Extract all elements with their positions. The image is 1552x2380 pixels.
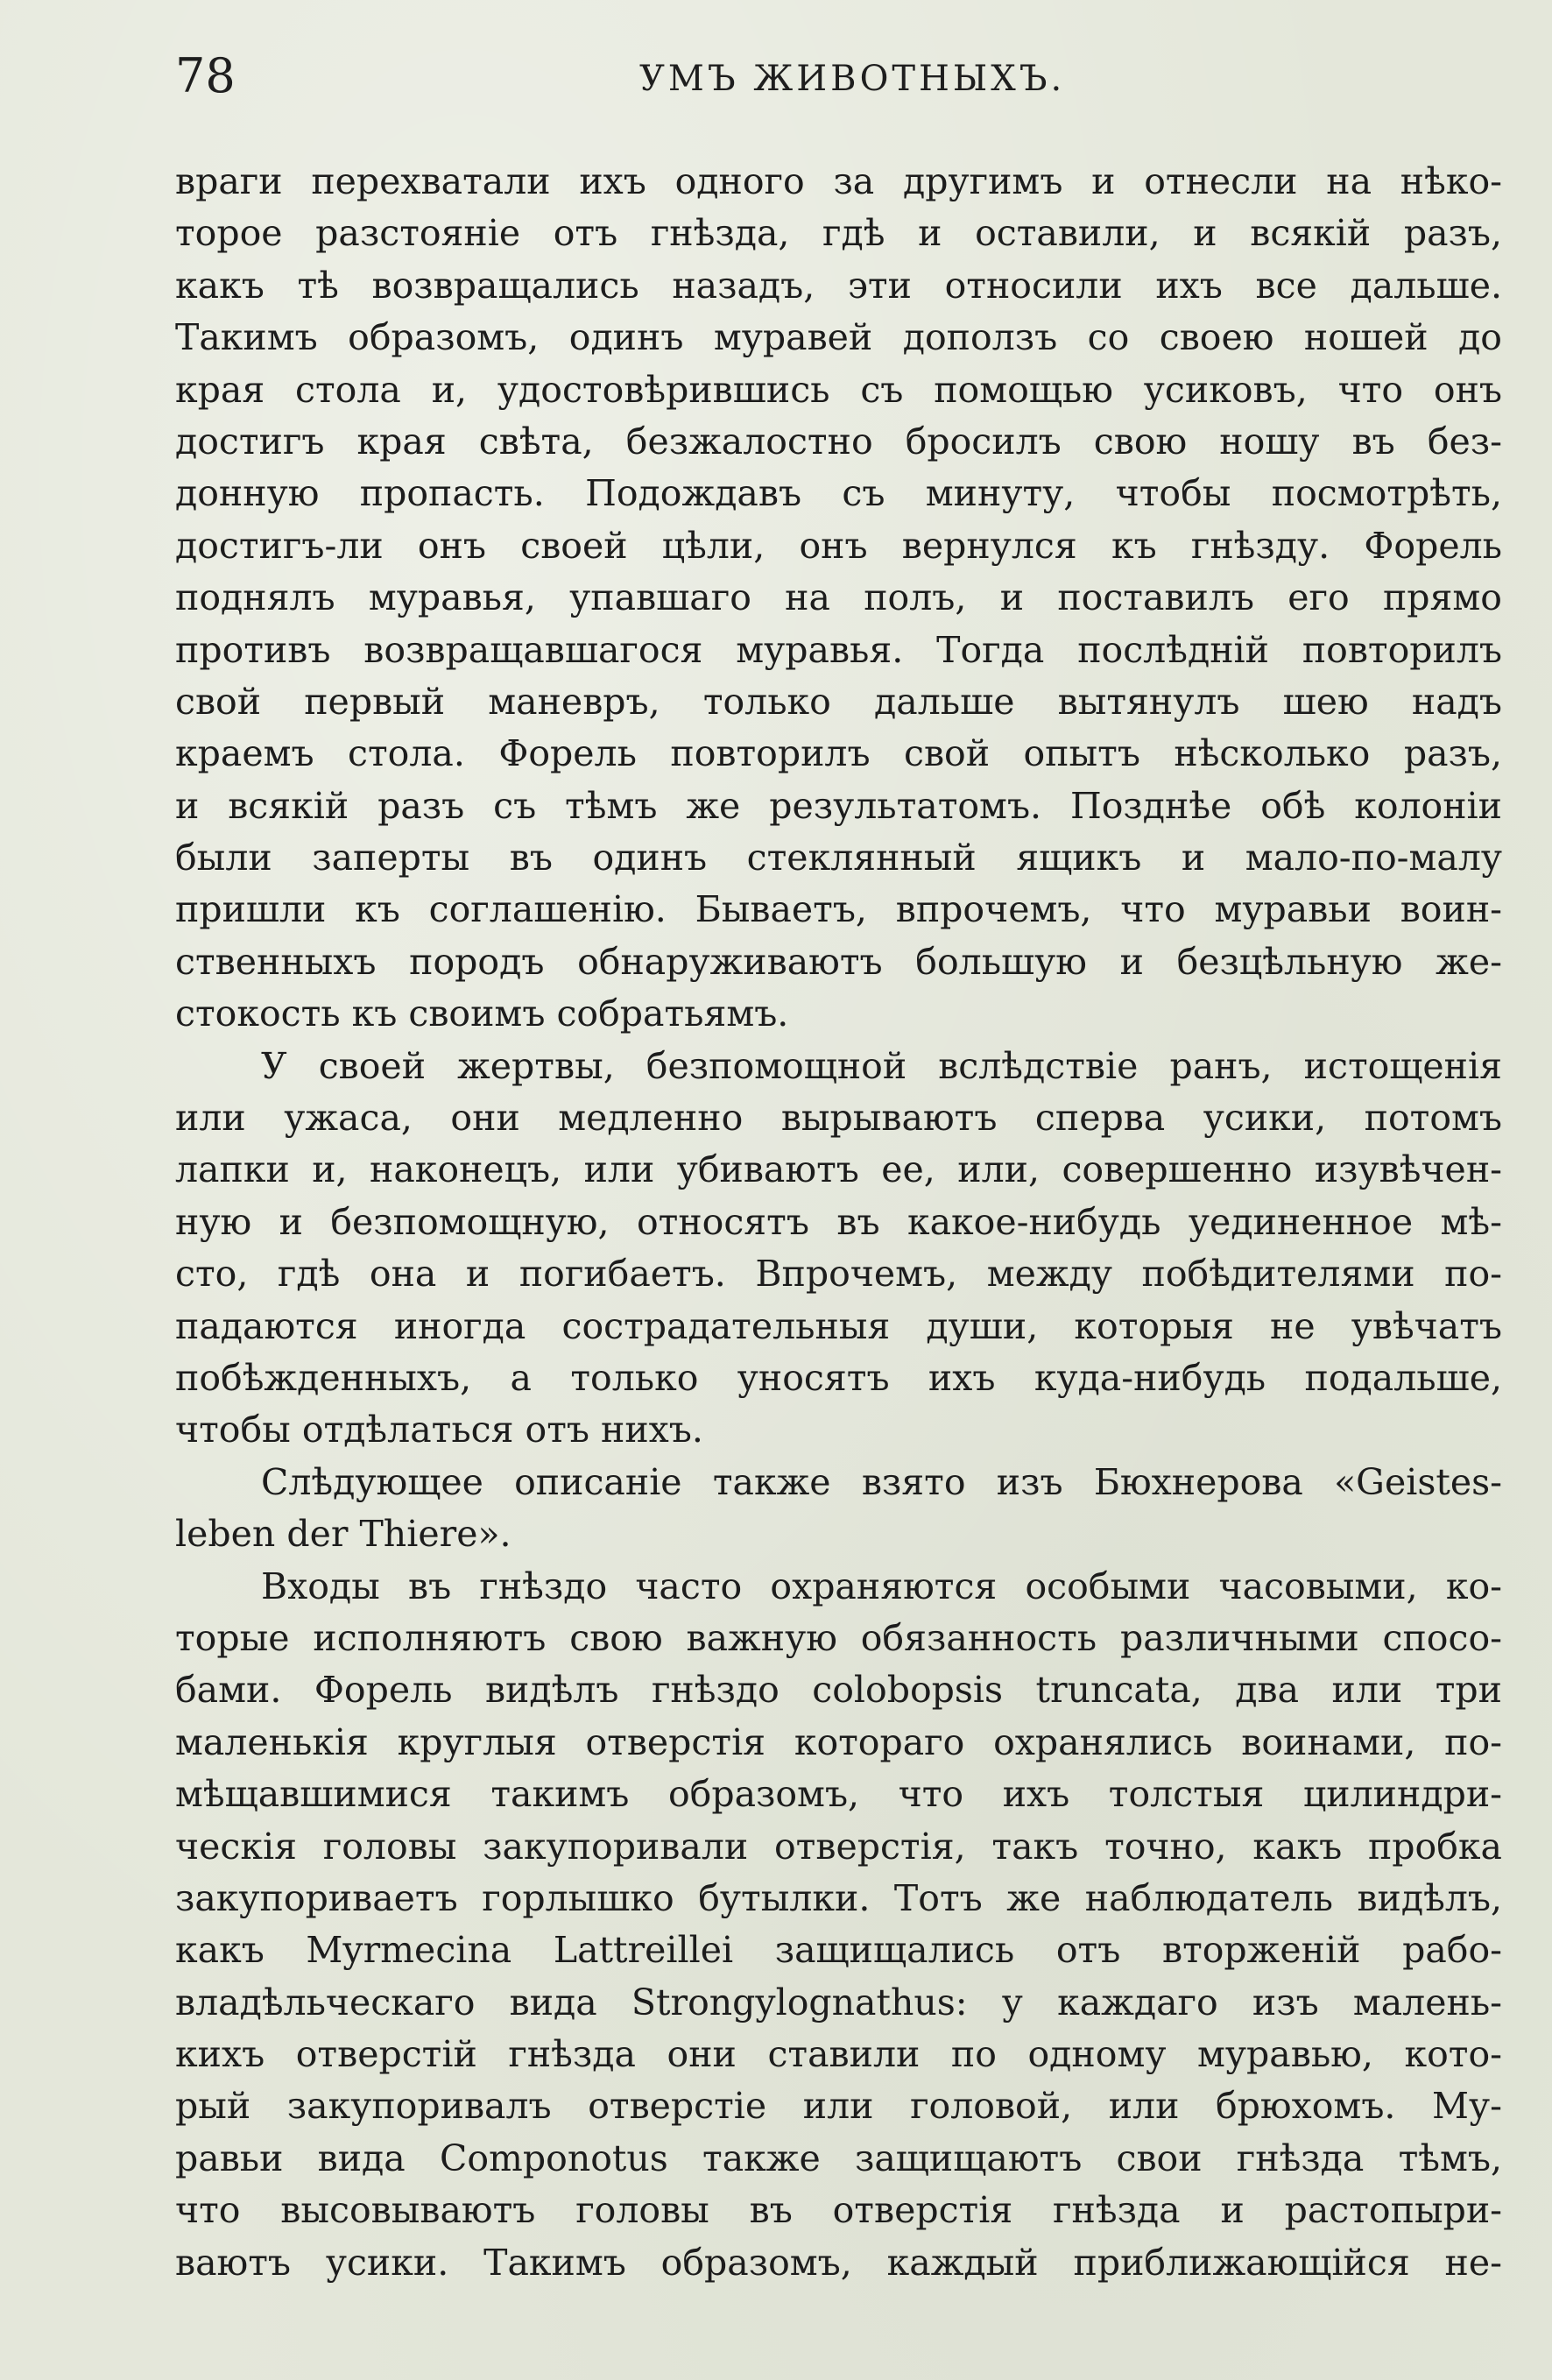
text-line: и всякій разъ съ тѣмъ же результатомъ. Позднѣе обѣ колоніи	[175, 784, 1502, 827]
text-line: что высовываютъ головы въ отверстія гнѣзда и растопыри-	[175, 2189, 1502, 2232]
text-line: Входы въ гнѣздо часто охраняются особыми часовыми, ко-	[261, 1564, 1502, 1607]
text-line: сто, гдѣ она и погибаетъ. Впрочемъ, между побѣдителями по-	[175, 1253, 1502, 1296]
text-line: пришли къ соглашенію. Бываетъ, впрочемъ, что муравьи воин-	[175, 888, 1502, 931]
text-line: мѣщавшимися такимъ образомъ, что ихъ толстыя цилиндри-	[175, 1773, 1502, 1816]
text-line: равьи вида Componotus также защищаютъ свои гнѣзда тѣмъ,	[175, 2136, 1502, 2179]
text-line: края стола и, удостовѣрившись съ помощью усиковъ, что онъ	[175, 368, 1502, 411]
text-line: ственныхъ породъ обнаруживаютъ большую и безцѣльную же-	[175, 940, 1502, 983]
text-line: донную пропасть. Подождавъ съ минуту, чтобы посмотрѣть,	[175, 472, 1502, 515]
text-line: побѣжденныхъ, а только уносятъ ихъ куда-нибудь подальше,	[175, 1356, 1502, 1399]
text-line: чтобы отдѣлаться отъ нихъ.	[175, 1409, 703, 1451]
body-text	[175, 156, 1502, 2289]
text-line: противъ возвращавшагося муравья. Тогда послѣдній повторилъ	[175, 628, 1502, 671]
text-line: какъ Myrmecina Lattreillei защищались отъ вторженій рабо-	[175, 1929, 1502, 1972]
text-line: враги перехватали ихъ одного за другимъ и отнесли на нѣко-	[175, 160, 1502, 202]
text-line: краемъ стола. Форель повторилъ свой опытъ нѣсколько разъ,	[175, 732, 1502, 775]
running-title: УМЪ ЖИВОТНЫХЪ.	[639, 59, 1066, 99]
text-line: торые исполняютъ свою важную обязанность различными спосо-	[175, 1616, 1502, 1659]
page-header	[175, 46, 1506, 107]
text-line: стокость къ своимъ собратьямъ.	[175, 992, 789, 1035]
text-line: достигъ-ли онъ своей цѣли, онъ вернулся къ гнѣзду. Форель	[175, 524, 1502, 567]
text-line: Слѣдующее описаніе также взято изъ Бюхнерова «Geistes-	[261, 1460, 1502, 1503]
text-line: ческія головы закупоривали отверстія, такъ точно, какъ пробка	[175, 1825, 1502, 1868]
text-line: владѣльческаго вида Strongylognathus: у каждаго изъ малень-	[175, 1981, 1502, 2023]
text-line: кихъ отверстій гнѣзда они ставили по одному муравью, кото-	[175, 2033, 1502, 2076]
text-line: ную и безпомощную, относятъ въ какое-нибудь уединенное мѣ-	[175, 1200, 1502, 1243]
text-line: лапки и, наконецъ, или убиваютъ ее, или, совершенно изувѣчен-	[175, 1148, 1502, 1191]
text-line: падаются иногда сострадательныя души, которыя не увѣчатъ	[175, 1304, 1502, 1347]
text-line: бами. Форель видѣлъ гнѣздо colobopsis truncata, два или три	[175, 1669, 1502, 1712]
text-line: поднялъ муравья, упавшаго на полъ, и поставилъ его прямо	[175, 576, 1502, 619]
text-line: рый закупоривалъ отверстіе или головой, или брюхомъ. Му-	[175, 2085, 1502, 2128]
text-line: свой первый маневръ, только дальше вытянулъ шею надъ	[175, 680, 1502, 723]
text-line: Такимъ образомъ, одинъ муравей доползъ со своею ношей до	[175, 316, 1502, 359]
text-line: ваютъ усики. Такимъ образомъ, каждый приближающійся не-	[175, 2241, 1502, 2284]
text-line: У своей жертвы, безпомощной вслѣдствіе ранъ, истощенія	[261, 1044, 1502, 1087]
text-line: были заперты въ одинъ стеклянный ящикъ и мало-по-малу	[175, 837, 1502, 879]
text-line: какъ тѣ возвращались назадъ, эти относили ихъ все дальше.	[175, 264, 1502, 307]
text-line: торое разстояніе отъ гнѣзда, гдѣ и оставили, и всякій разъ,	[175, 212, 1502, 255]
text-line: закупориваетъ горлышко бутылки. Тотъ же наблюдатель видѣлъ,	[175, 1876, 1502, 1919]
text-line: leben der Thiere».	[175, 1513, 511, 1556]
page-number: 78	[175, 48, 236, 103]
text-line: маленькія круглыя отверстія котораго охранялись воинами, по-	[175, 1720, 1502, 1763]
text-line: достигъ края свѣта, безжалостно бросилъ свою ношу въ без-	[175, 420, 1502, 463]
text-line: или ужаса, они медленно вырываютъ сперва усики, потомъ	[175, 1097, 1502, 1140]
